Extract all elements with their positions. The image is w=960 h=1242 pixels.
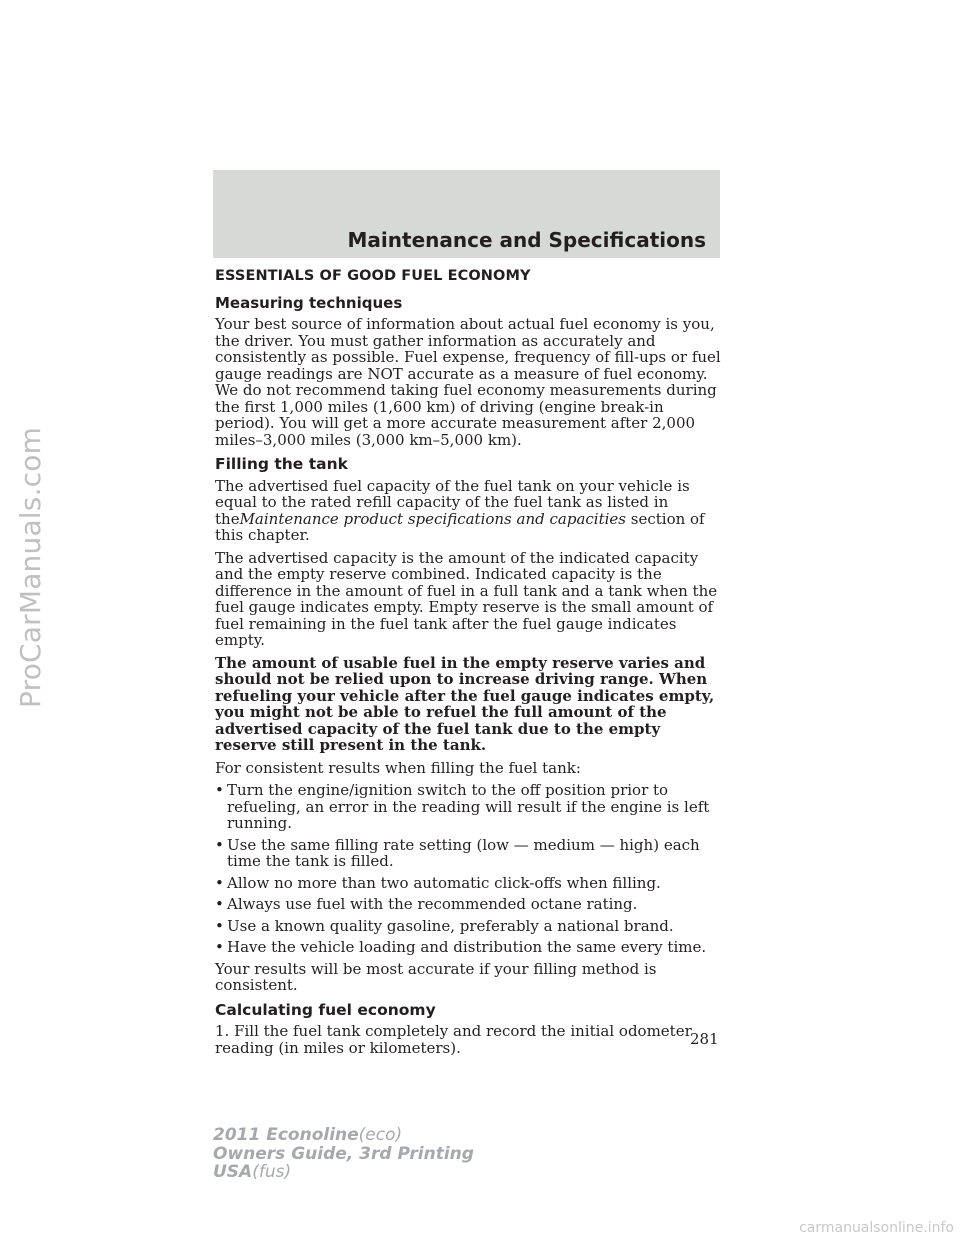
bullet: •	[215, 938, 224, 956]
list-item	[215, 918, 723, 935]
footer-model: 2011 Econoline	[213, 1125, 359, 1145]
list-item	[215, 896, 723, 913]
bullet: •	[215, 916, 224, 935]
section-title: Maintenance and Specifications	[347, 228, 706, 252]
filling-paragraph-2: The advertised capacity is the amount of the indicated capacity and the empty reserve combined. Indicated capacity is the difference in the amount of fuel in a full tank and a tank when the fuel gauge indicates empty. Empty reserve is the small amount of fuel remaining in the fuel tank after the fuel gauge indicates empty.	[215, 548, 718, 649]
list-item-text: Have the vehicle loading and distribution the same every time.	[227, 938, 707, 956]
side-watermark: ProCarManuals.com	[14, 426, 47, 708]
footer-market-code: (fus)	[252, 1162, 292, 1182]
footer-line-1	[213, 1126, 474, 1145]
empty-reserve-warning: The amount of usable fuel in the empty reserve varies and should not be relied upon to increase driving range. When refueling your vehicle after the fuel gauge indicates empty, you might not be able to refuel the full amount of the advertised capacity of the fuel tank due to the empty reserve still present in the tank.	[215, 653, 715, 754]
filling-paragraph-1	[215, 478, 723, 544]
filling-tips-list	[215, 782, 723, 956]
list-item	[215, 782, 723, 832]
list-item	[215, 837, 723, 870]
measuring-paragraph: Your best source of information about actual fuel economy is you, the driver. You must gather information as accurately and consistently as possible. Fuel expense, frequency of fill-ups or fuel gauge readings are NOT accurate as a measure of fuel economy. We do not recommend taking fuel economy measurements during the first 1,000 miles (1,600 km) of driving (engine break-in period). You will get a more accurate measurement after 2,000 miles–3,000 miles (3,000 km–5,000 km).	[215, 315, 721, 449]
list-item-text: Use the same filling rate setting (low — medium — high) each time the tank is filled.	[227, 835, 700, 870]
filling-closing: Your results will be most accurate if your filling method is consistent.	[215, 959, 657, 994]
measuring-heading: Measuring techniques	[215, 293, 403, 312]
list-item-text: Always use fuel with the recommended octane rating.	[227, 895, 638, 913]
filling-paragraph-1-start: The advertised fuel capacity of the fuel tank on your vehicle is equal to the rated refill capacity of the fuel tank as listed in the	[215, 476, 690, 528]
section-header-band	[213, 170, 720, 258]
page-number: 281	[690, 1030, 719, 1048]
bullet: •	[215, 835, 224, 854]
footer-line-2: Owners Guide, 3rd Printing	[213, 1143, 474, 1164]
list-item	[215, 939, 723, 956]
list-item-text: Allow no more than two automatic click-offs when filling.	[227, 873, 661, 892]
bullet: •	[215, 895, 224, 913]
footer-model-code: (eco)	[358, 1125, 403, 1145]
footer-market: USA	[213, 1162, 253, 1182]
document-footer	[213, 1126, 474, 1182]
footer-line-3	[213, 1163, 474, 1182]
list-item	[215, 875, 723, 892]
list-item-text: Turn the engine/ignition switch to the off position prior to refueling, an error in the reading will result if the engine is left running.	[227, 781, 710, 832]
specifications-reference: Maintenance product specifications and capacities	[239, 509, 626, 528]
page-content	[215, 266, 723, 1062]
bullet: •	[215, 781, 224, 799]
list-item-text: Use a known quality gasoline, preferably a national brand.	[227, 916, 674, 935]
filling-paragraph-1-end: section of this chapter.	[215, 509, 705, 544]
main-heading: ESSENTIALS OF GOOD FUEL ECONOMY	[215, 268, 531, 284]
footer-watermark: carmanualsonline.info	[799, 1220, 954, 1236]
calculating-step-1: 1. Fill the fuel tank completely and record the initial odometer reading (in miles or kilometers).	[215, 1022, 692, 1057]
calculating-heading: Calculating fuel economy	[215, 1000, 436, 1019]
filling-heading: Filling the tank	[215, 455, 348, 473]
filling-intro: For consistent results when filling the fuel tank:	[215, 758, 581, 777]
bullet: •	[215, 873, 224, 892]
